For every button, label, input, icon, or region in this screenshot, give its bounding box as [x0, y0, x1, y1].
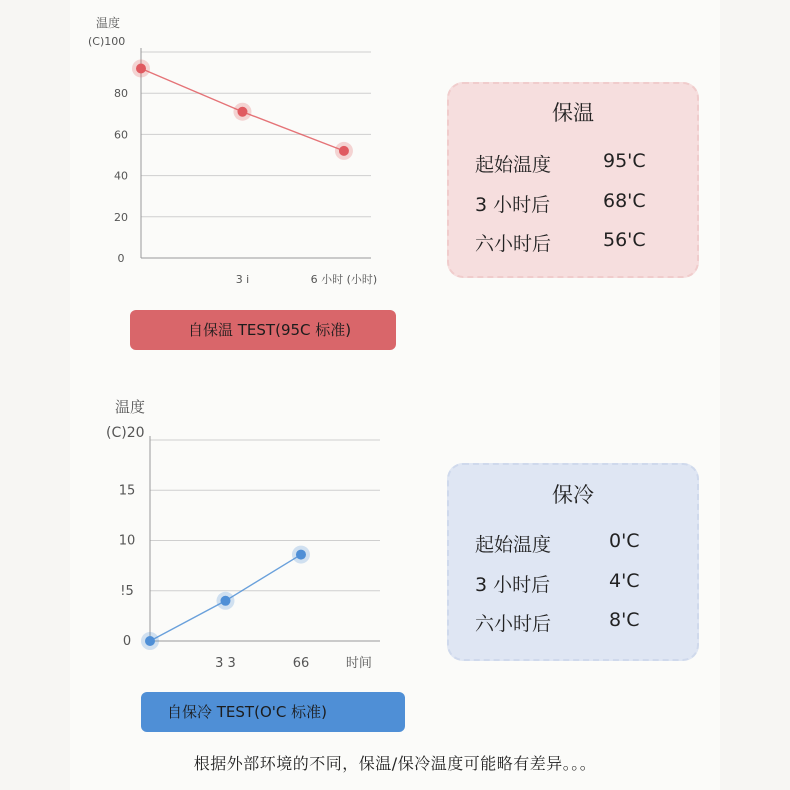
- warm-yunit-label: (C)100: [88, 35, 126, 48]
- cold-ytick-label: 0: [122, 634, 132, 649]
- cold-row-value: 0'C: [609, 530, 640, 552]
- cold-row-value: 4'C: [609, 570, 640, 592]
- cold-row-6h: [475, 609, 687, 639]
- warm-ytick-label: 40: [114, 169, 128, 183]
- warm-keep-card: [447, 82, 699, 278]
- cold-row-value: 8'C: [609, 609, 640, 631]
- cold-xtick-label: 66: [292, 656, 310, 671]
- warm-ylabel: 温度: [96, 16, 121, 30]
- cold-xtick-label: 时间: [345, 656, 372, 671]
- warm-ytick-label: 20: [114, 210, 128, 224]
- warm-xtick-label: 3 i: [235, 273, 250, 286]
- footer-note: 根据外部环境的不同，保温/保冷温度可能略有差异。。。: [193, 754, 597, 773]
- warm-row-label: 六小时后: [475, 233, 552, 255]
- warm-row-start: [475, 150, 687, 180]
- cold-ytick-label: 15: [118, 483, 136, 499]
- cold-data-point: [145, 636, 155, 646]
- warm-row-label: 3 小时后: [475, 194, 551, 216]
- cold-data-point: [296, 550, 306, 560]
- cold-yunit-label: (C)20: [106, 425, 145, 441]
- cold-xticks: [215, 655, 372, 671]
- cold-ytick-label: !5: [120, 583, 134, 599]
- cold-ytick-label: 10: [118, 533, 136, 549]
- cold-row-3h: [475, 570, 687, 600]
- warm-row-6h: [475, 229, 687, 259]
- cold-grid: [150, 436, 380, 641]
- cold-row-start: [475, 530, 687, 560]
- warm-row-value: 56'C: [603, 229, 646, 251]
- warm-ytick-label: 0: [117, 252, 125, 265]
- warm-ytick-label: 80: [114, 87, 128, 101]
- cold-row-label: 起始温度: [475, 534, 552, 556]
- warm-row-value: 68'C: [603, 190, 646, 212]
- cold-test-banner: 自保冷 TEST(O'C 标准): [141, 692, 405, 732]
- cold-card-title: 保冷: [552, 483, 594, 507]
- warm-row-value: 95'C: [603, 150, 646, 172]
- warm-xtick-label: 6 小时 (小时): [310, 273, 378, 286]
- warm-row-3h: [475, 190, 687, 220]
- cold-xtick-label: 3 3: [215, 656, 236, 671]
- cold-series: [141, 546, 310, 650]
- cold-ylabel: 温度: [115, 398, 146, 416]
- cold-yticks: [119, 483, 136, 649]
- cold-row-label: 六小时后: [475, 613, 552, 635]
- cold-row-label: 3 小时后: [475, 574, 551, 596]
- warm-ytick-label: 60: [114, 128, 128, 142]
- cold-data-point: [220, 596, 230, 606]
- warm-card-title: 保温: [552, 101, 594, 125]
- cold-keep-card: [447, 463, 699, 661]
- warm-test-banner: 自保温 TEST(95C 标准): [130, 310, 396, 350]
- warm-row-label: 起始温度: [475, 154, 552, 176]
